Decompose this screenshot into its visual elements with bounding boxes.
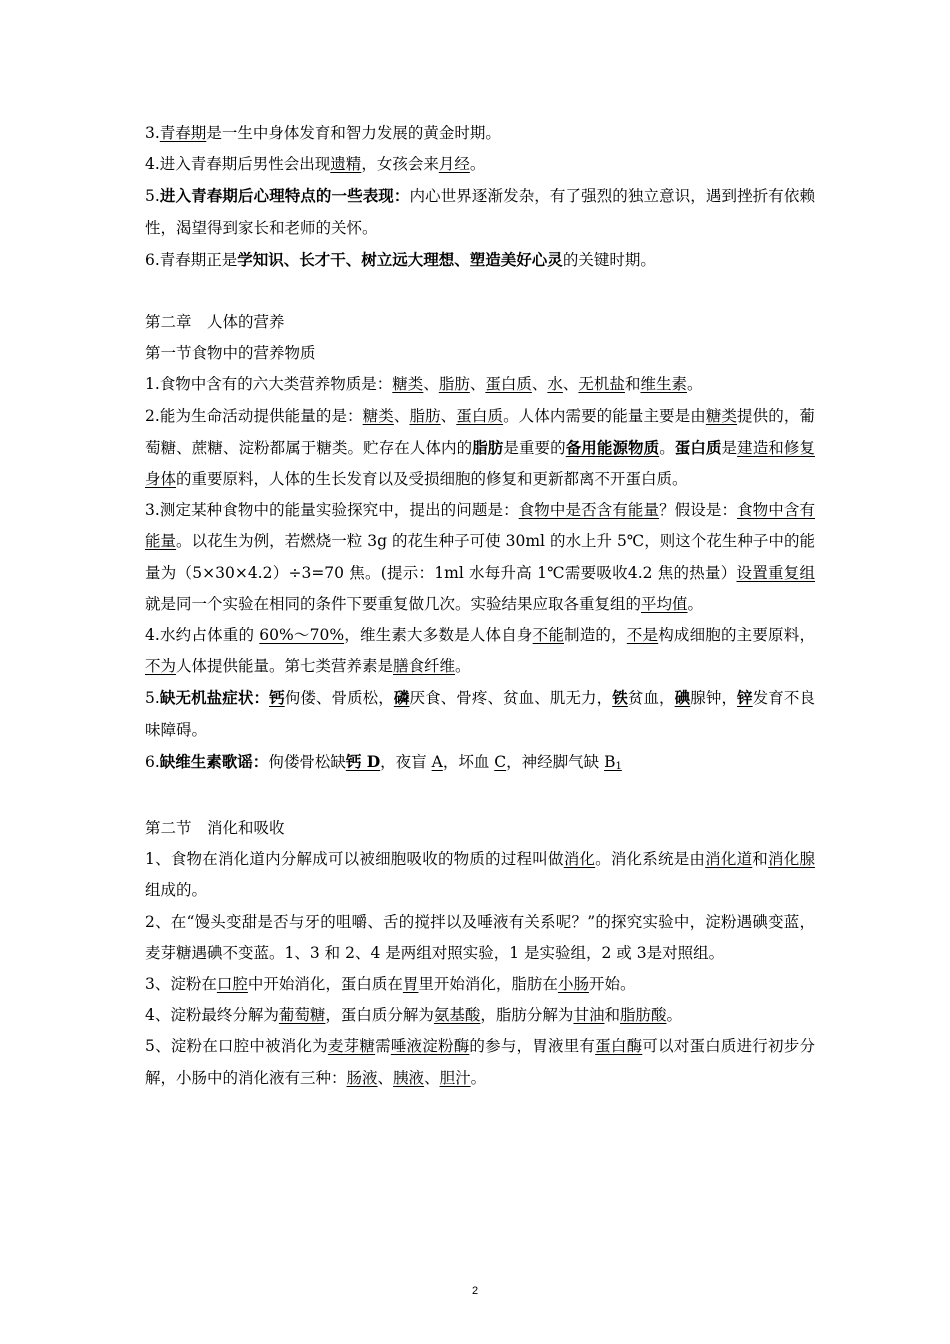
text: 4、淀粉最终分解为 [145,1006,279,1025]
paragraph-digestion-3 [145,969,815,1000]
text: 5. [145,187,160,206]
text: 、 [531,375,548,394]
underlined-term: 胰液 [393,1068,425,1087]
underlined-term: 膳食纤维 [393,657,456,676]
bold-underlined-term: 铁 [612,688,628,708]
section-title: 第一节食物中的营养物质 [145,344,316,363]
text: 的重要原料，人体的生长发育以及受损细胞的修复和更新都离不开蛋白质。 [176,470,688,489]
underlined-term: 脂肪 [409,406,441,425]
text: ？假设是： [659,501,738,520]
underlined-term: 设置重复组 [736,563,815,582]
spacer [145,276,815,307]
bold-underlined-term: 钙 [269,688,285,708]
text: 是 [721,438,738,457]
underlined-term: 小肠 [557,975,589,994]
bold-underlined-term: 备用能源物质 [565,437,660,457]
text: 2.能为生命活动提供能量的是： [145,406,363,425]
underlined-term: 氨基酸 [433,1006,481,1025]
text: 4.水约占体重的 [145,626,260,645]
page-number: 2 [471,1285,479,1297]
underlined-term: 月经 [438,155,470,174]
underlined-term: 脂肪 [438,375,470,394]
bold-term: 学知识、长才干、树立远大理想、塑造美好心灵 [237,249,563,269]
text: 贫血， [627,689,675,708]
text: 腺钟， [690,689,738,708]
text: 构成细胞的主要原料， [658,626,815,645]
underlined-term: 麦芽糖 [327,1037,376,1056]
text: 。消化系统是由 [595,850,706,869]
spacer [145,782,815,813]
text: 可以对蛋白质进行初步分解，小肠中的消化液有三种： [145,1037,815,1087]
text: B [604,752,616,771]
underlined-term: 消化腺 [768,850,815,869]
underlined-term: 消化 [563,850,596,869]
text: 需 [375,1037,391,1056]
underlined-term: 葡萄糖 [278,1006,326,1025]
bold-underlined-term: 钙 D [345,751,381,771]
text: 和 [624,375,641,394]
text: 、 [469,375,486,394]
text: ，神经脚气缺 [506,752,605,771]
text: 、 [393,406,410,425]
text: 制造的， [564,626,627,645]
text: 和 [604,1006,620,1025]
underlined-term: C [494,752,507,771]
text: 是重要的 [503,438,566,457]
underlined-term: 消化道 [705,850,753,869]
text: 3. [145,124,160,142]
text: 就是同一个实验在相同的条件下要重复做几次。实验结果应取各重复组的 [145,594,642,613]
paragraph-digestion-4 [145,1000,815,1031]
bold-term: 蛋白质 [674,437,722,457]
underlined-term: 不为 [145,657,177,676]
underlined-term: 糖类 [362,406,394,425]
underlined-term: 平均值 [641,594,688,613]
subscript: 1 [615,760,622,772]
text: 、 [377,1068,394,1087]
text: ，脂肪分解为 [480,1006,574,1025]
underlined-term: 甘油 [573,1006,605,1025]
text: 。 [687,594,704,613]
text: 。 [659,438,675,457]
underlined-term: 无机盐 [578,375,625,394]
bold-term: 缺无机盐症状： [159,688,270,708]
underlined-term: 遗精 [330,155,362,174]
text: 佝偻、骨质松， [284,689,394,708]
text: 是一生中身体发育和智力发展的黄金时期。 [206,124,501,142]
text: 和 [752,850,769,869]
paragraph-puberty-4 [145,149,815,180]
text: ，夜盲 [380,752,432,771]
underlined-term: 不是 [626,626,659,645]
text: 开始。 [588,975,636,994]
underlined-term: A [431,752,443,771]
underlined-term: 胃 [402,975,419,994]
paragraph-puberty-3 [145,118,815,149]
text: 人体提供能量。第七类营养素是 [176,657,394,676]
text: 提供的，葡萄糖、蔗糖、淀粉都属于糖类。贮存在人体内的 [145,406,815,457]
text: 5、淀粉在口腔中被消化为 [145,1037,328,1056]
underlined-term: 食物中是否含有能量 [518,501,660,520]
underlined-term: 脂肪酸 [619,1006,667,1025]
paragraph-digestion-2 [145,907,815,969]
text: 组成的。 [145,881,208,900]
bold-term: 脂肪 [472,437,504,457]
underlined-term: 60%～70% [259,626,345,645]
paragraph-nutrients-2 [145,401,815,496]
text: 6.青春期正是 [145,250,238,269]
text: 。人体内需要的能量主要是由 [503,406,706,425]
text: ，蛋白质分解为 [325,1006,434,1025]
paragraph-digestion-5 [145,1031,815,1093]
paragraph-digestion-1 [145,844,815,906]
text: 内心世界逐渐发杂，有了强烈的独立意识，遇到挫折有依赖性，渴望得到家长和老师的关怀。 [145,187,815,237]
bold-term: 进入青春期后心理特点的一些表现： [159,186,410,206]
bold-underlined-term: 锌 [737,688,753,708]
text: ，女孩会来 [361,155,439,174]
text: 3、淀粉在 [145,975,217,994]
underlined-term: 食物中含有能量 [145,501,815,551]
text: 。 [470,1068,487,1087]
text: 、 [424,1068,440,1087]
section-title: 第二节 消化和吸收 [145,819,285,838]
text: 5. [145,689,160,708]
paragraph-nutrients-3 [145,495,815,620]
text: 1、食物在消化道内分解成可以被细胞吸收的物质的过程叫做 [145,850,564,869]
text: 里开始消化，脂肪在 [418,975,558,994]
text: 3.测定某种食物中的能量实验探究中，提出的问题是： [145,501,519,520]
paragraph-puberty-6 [145,244,815,276]
underlined-term: 蛋白酶 [595,1037,643,1056]
underlined-term: 不能 [532,626,565,645]
text: 、 [423,375,439,394]
underlined-term: 唾液淀粉酶 [390,1037,470,1056]
bold-underlined-term: 磷 [393,688,410,708]
bold-underlined-term: 碘 [674,688,691,708]
text: 。 [666,1006,682,1025]
underlined-term: 蛋白质 [456,406,504,425]
paragraph-nutrients-4 [145,620,815,682]
underlined-term: 蛋白质 [485,375,532,394]
document-body [145,118,815,1094]
underlined-term: 糖类 [705,406,738,425]
text: ，坏血 [442,752,495,771]
underlined-term: 胆汁 [439,1068,471,1087]
bold-term: 缺维生素歌谣： [159,751,269,771]
text: 。 [455,657,471,676]
text: ，维生素大多数是人体自身 [344,626,533,645]
chapter-title: 第二章 人体的营养 [145,313,285,332]
text: 6. [145,752,160,771]
underlined-term: 维生素 [640,375,687,394]
text: 厌食、骨疼、贫血、肌无力， [409,689,613,708]
text: 1.食物中含有的六大类营养物质是： [145,375,393,394]
text: 。 [686,375,703,394]
text: 、 [440,406,457,425]
text: 佝偻骨松缺 [268,752,346,771]
text: 中开始消化，蛋白质在 [247,975,403,994]
text: 发育不良味障碍。 [145,689,815,739]
underlined-term [604,753,622,771]
paragraph-vitamins [145,746,815,782]
text: 的参与，胃液里有 [469,1037,596,1056]
underlined-term: 水 [547,375,563,394]
text: 的关键时期。 [562,250,656,269]
underlined-term: 口腔 [216,975,248,994]
underlined-term: 糖类 [392,375,424,394]
underlined-term: 建造和修复身体 [145,438,815,489]
underlined-term: 肠液 [346,1068,378,1087]
paragraph-puberty-5 [145,180,815,243]
text: 。 [469,155,486,174]
text: 、 [562,375,579,394]
text: 2、在“馒头变甜是否与牙的咀嚼、舌的搅拌以及唾液有关系呢？”的探究实验中，淀粉遇碘变蓝，麦芽糖遇碘不变蓝。1、3 和 2、4 是两组对照实验，1 是实验组，2 或 3是对照组。 [145,912,815,962]
paragraph-minerals [145,682,815,745]
text: 。以花生为例，若燃烧一粒 3g 的花生种子可使 30ml 的水上升 5℃，则这个花生种子中的能量为（5×30×4.2）÷3=70 焦。(提示：1ml 水每升高 1℃需要吸收4.2 焦的热量） [145,532,815,582]
paragraph-nutrients-1 [145,369,815,400]
text: 4.进入青春期后男性会出现 [145,155,331,174]
underlined-term: 青春期 [159,124,207,142]
